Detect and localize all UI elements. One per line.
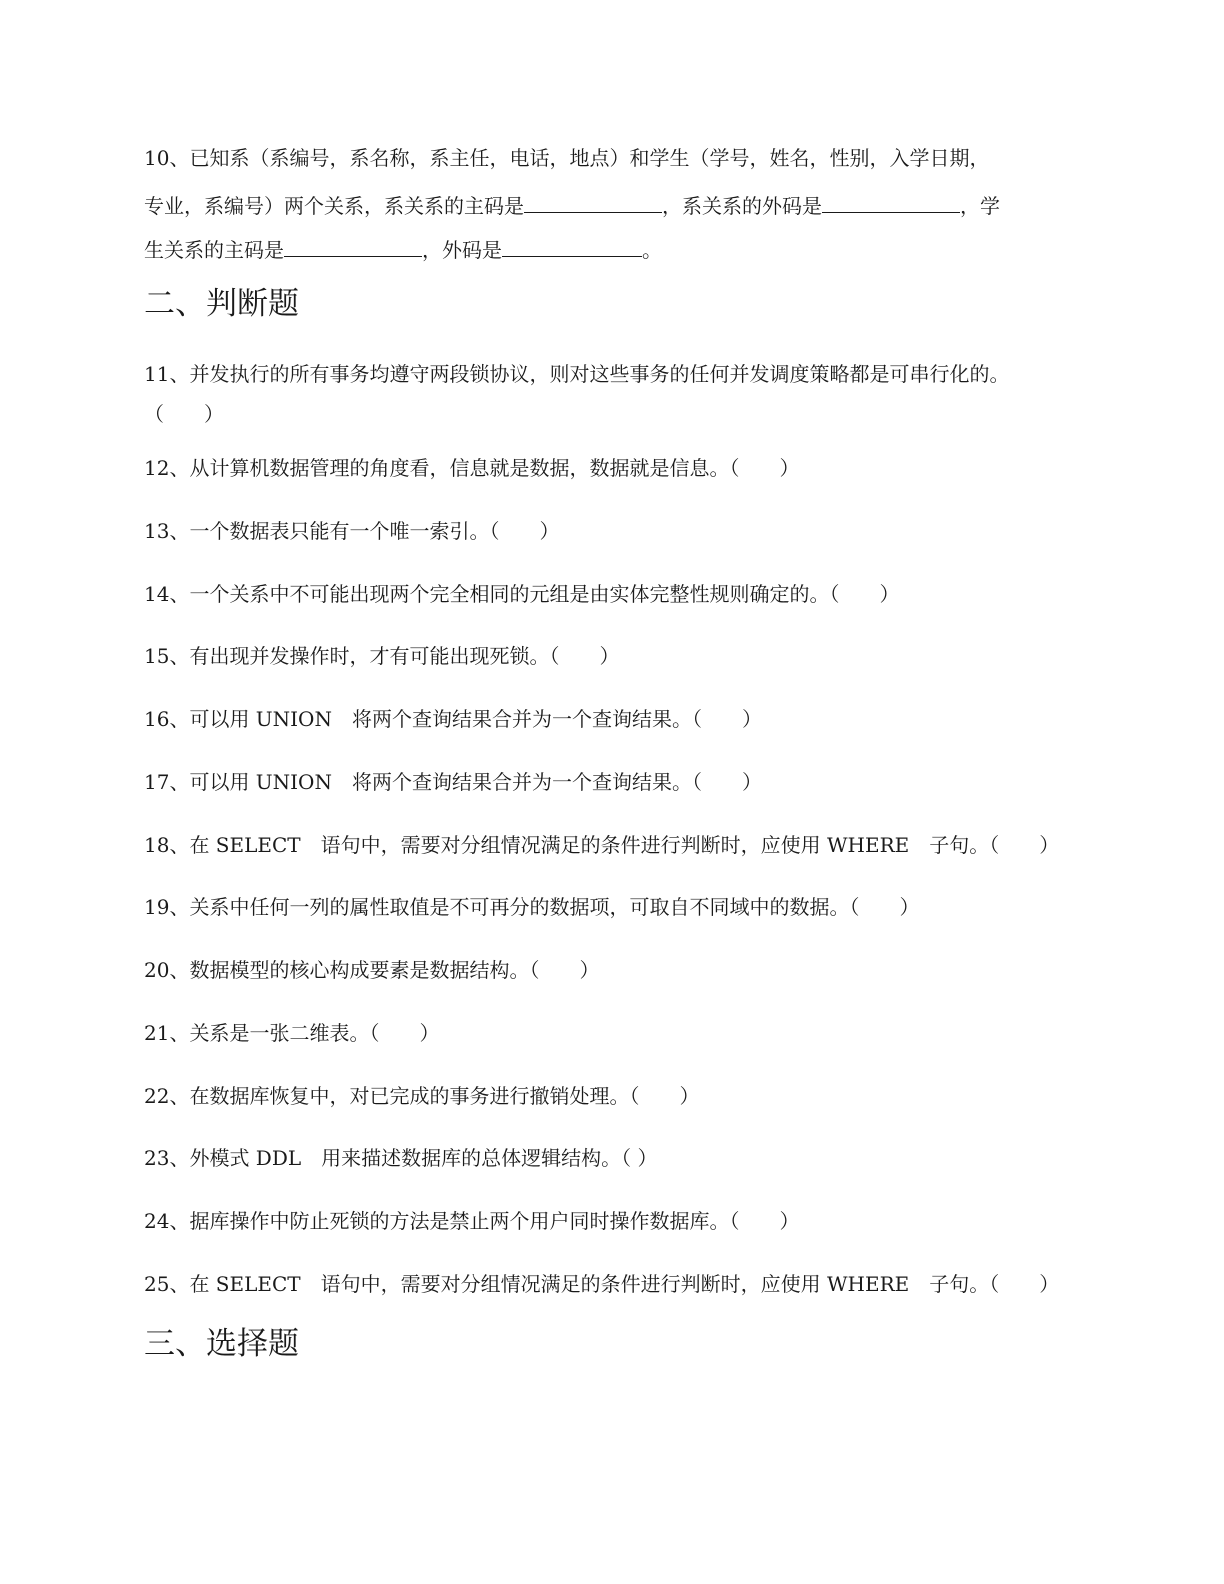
answer-blank[interactable] [502,234,642,257]
question-19: 19、关系中任何一列的属性取值是不可再分的数据项，可取自不同域中的数据。（ ） [144,895,920,919]
question-16: 16、可以用 UNION 将两个查询结果合并为一个查询结果。（ ） [144,707,762,731]
question-10-text: 。 [642,238,662,262]
question-24: 24、据库操作中防止死锁的方法是禁止两个用户同时操作数据库。（ ） [144,1209,800,1233]
answer-blank[interactable] [822,190,960,213]
question-10-text: ，学 [960,194,1000,218]
question-10-line-2 [144,190,1094,220]
section-heading-judgement: 二、判断题 [144,286,299,322]
answer-blank[interactable] [524,190,662,213]
question-10-text: 生关系的主码是 [144,238,284,262]
question-22: 22、在数据库恢复中，对已完成的事务进行撤销处理。（ ） [144,1084,700,1108]
question-12: 12、从计算机数据管理的角度看，信息就是数据，数据就是信息。（ ） [144,456,800,480]
question-18: 18、在 SELECT 语句中，需要对分组情况满足的条件进行判断时，应使用 WHERE 子句。（ ） [144,833,1060,857]
question-13: 13、一个数据表只能有一个唯一索引。（ ） [144,519,560,543]
question-15: 15、有出现并发操作时，才有可能出现死锁。（ ） [144,644,620,668]
question-23: 23、外模式 DDL 用来描述数据库的总体逻辑结构。（ ） [144,1146,658,1170]
question-10-text: 专业，系编号）两个关系，系关系的主码是 [144,194,524,218]
question-10-line-1: 10、已知系（系编号，系名称，系主任，电话，地点）和学生（学号，姓名，性别，入学日期， [144,146,990,170]
question-10-text: ，系关系的外码是 [662,194,822,218]
question-25: 25、在 SELECT 语句中，需要对分组情况满足的条件进行判断时，应使用 WHERE 子句。（ ） [144,1272,1060,1296]
question-17: 17、可以用 UNION 将两个查询结果合并为一个查询结果。（ ） [144,770,762,794]
section-heading-choice: 三、选择题 [144,1326,299,1362]
question-10-line-3 [144,234,1094,264]
question-11-paren: （ ） [144,402,224,426]
question-10-text: ，外码是 [422,238,502,262]
question-14: 14、一个关系中不可能出现两个完全相同的元组是由实体完整性规则确定的。（ ） [144,582,900,606]
question-21: 21、关系是一张二维表。（ ） [144,1021,440,1045]
question-20: 20、数据模型的核心构成要素是数据结构。（ ） [144,958,600,982]
answer-blank[interactable] [284,234,422,257]
question-11: 11、并发执行的所有事务均遵守两段锁协议，则对这些事务的任何并发调度策略都是可串行化的。 [144,362,1010,386]
